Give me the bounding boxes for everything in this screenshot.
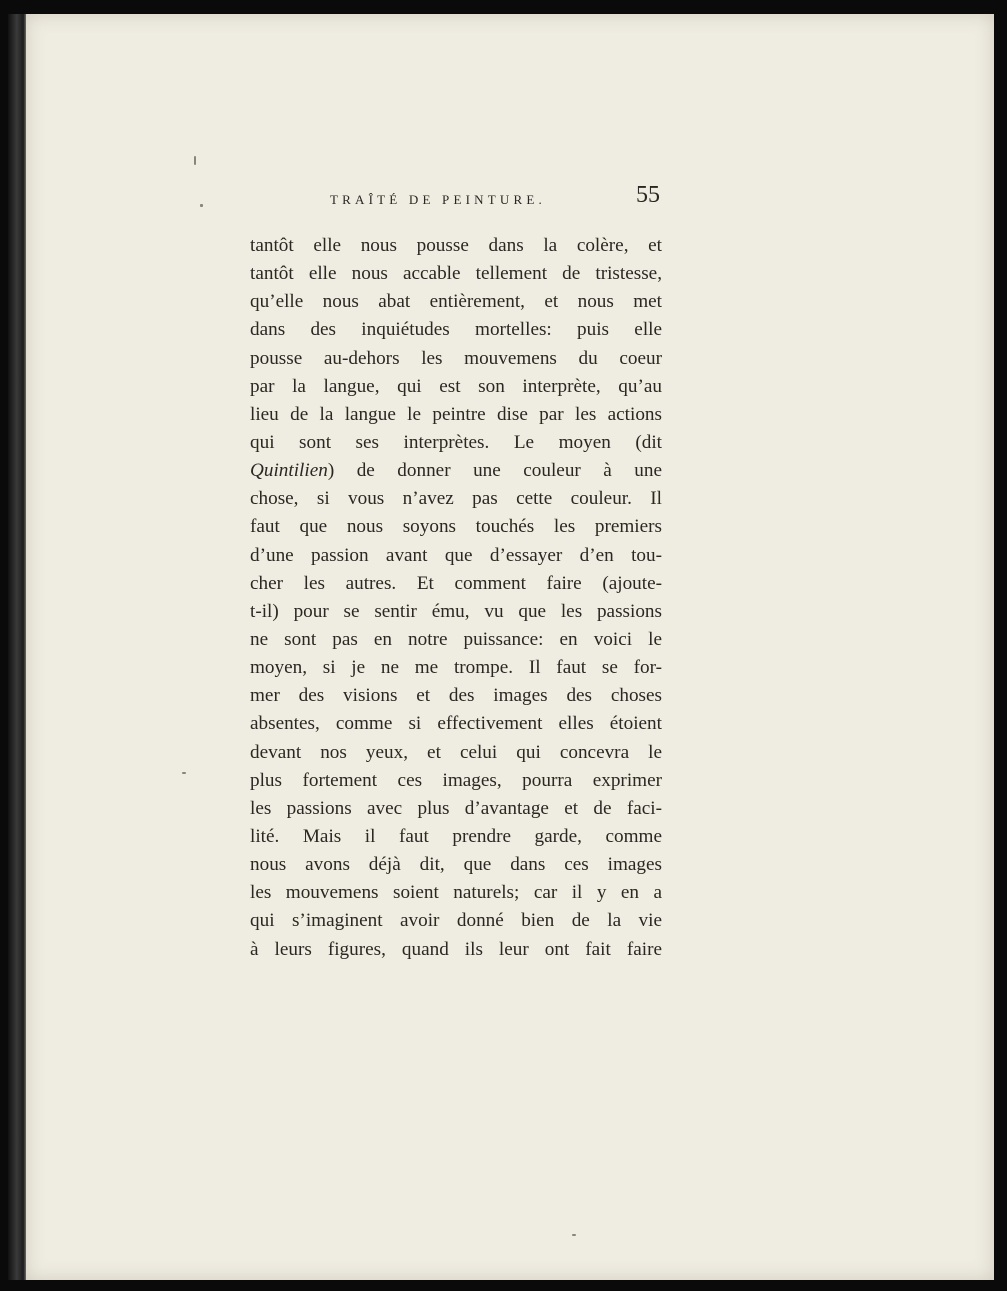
text-line: qui sont ses interprètes. Le moyen (dit [250, 431, 662, 453]
page-number: 55 [636, 182, 660, 208]
text-line: tantôt elle nous accable tellement de tristesse, [250, 263, 662, 285]
text-line: t-il) pour se sentir ému, vu que les passions [250, 600, 662, 622]
text-line: mer des visions et des images des choses [250, 685, 662, 707]
text-line: faut que nous soyons touchés les premiers [250, 516, 662, 538]
italic-name: Quintilien [250, 460, 328, 482]
running-head-title: TRAÎTÉ DE PEINTURE. [330, 192, 546, 207]
text-line: pousse au-dehors les mouvemens du coeur [250, 347, 662, 369]
text-line: ne sont pas en notre puissance: en voici le [250, 628, 662, 650]
running-head [300, 178, 660, 208]
text-line-rest: de donner une couleur à une [356, 460, 663, 482]
text-line: lité. Mais il faut prendre garde, comme [250, 825, 662, 847]
text-line: absentes, comme si effectivement elles étoient [250, 713, 662, 735]
text-line: qui s’imaginent avoir donné bien de la vie [250, 910, 662, 932]
text-line: d’une passion avant que d’essayer d’en tou- [250, 544, 662, 566]
text-line: dans des inquiétudes mortelles: puis elle [250, 319, 662, 341]
paper-speck [194, 156, 196, 165]
body-text [250, 232, 662, 964]
text-line: tantôt elle nous pousse dans la colère, et [250, 235, 662, 256]
paper-speck [572, 1234, 576, 1236]
text-line: nous avons déjà dit, que dans ces images [250, 854, 662, 876]
paper-speck [200, 204, 203, 207]
text-line: devant nos yeux, et celui qui concevra le [250, 741, 662, 763]
text-line: lieu de la langue le peintre dise par les actions [250, 403, 662, 425]
text-line: cher les autres. Et comment faire (ajoute- [250, 572, 662, 594]
text-line: chose, si vous n’avez pas cette couleur. Il [250, 488, 662, 510]
text-line: qu’elle nous abat entièrement, et nous met [250, 291, 662, 313]
paper-speck [182, 772, 186, 774]
text-line-with-italic [250, 457, 662, 485]
text-line: par la langue, qui est son interprète, qu’au [250, 375, 662, 397]
text-line: à leurs figures, quand ils leur ont fait faire [250, 938, 662, 960]
text-line: les mouvemens soient naturels; car il y en a [250, 882, 662, 904]
italic-suffix: ) [327, 460, 335, 482]
text-line: moyen, si je ne me trompe. Il faut se for- [250, 657, 662, 679]
text-line: plus fortement ces images, pourra exprimer [250, 769, 662, 791]
text-line: les passions avec plus d’avantage et de faci- [250, 797, 662, 819]
